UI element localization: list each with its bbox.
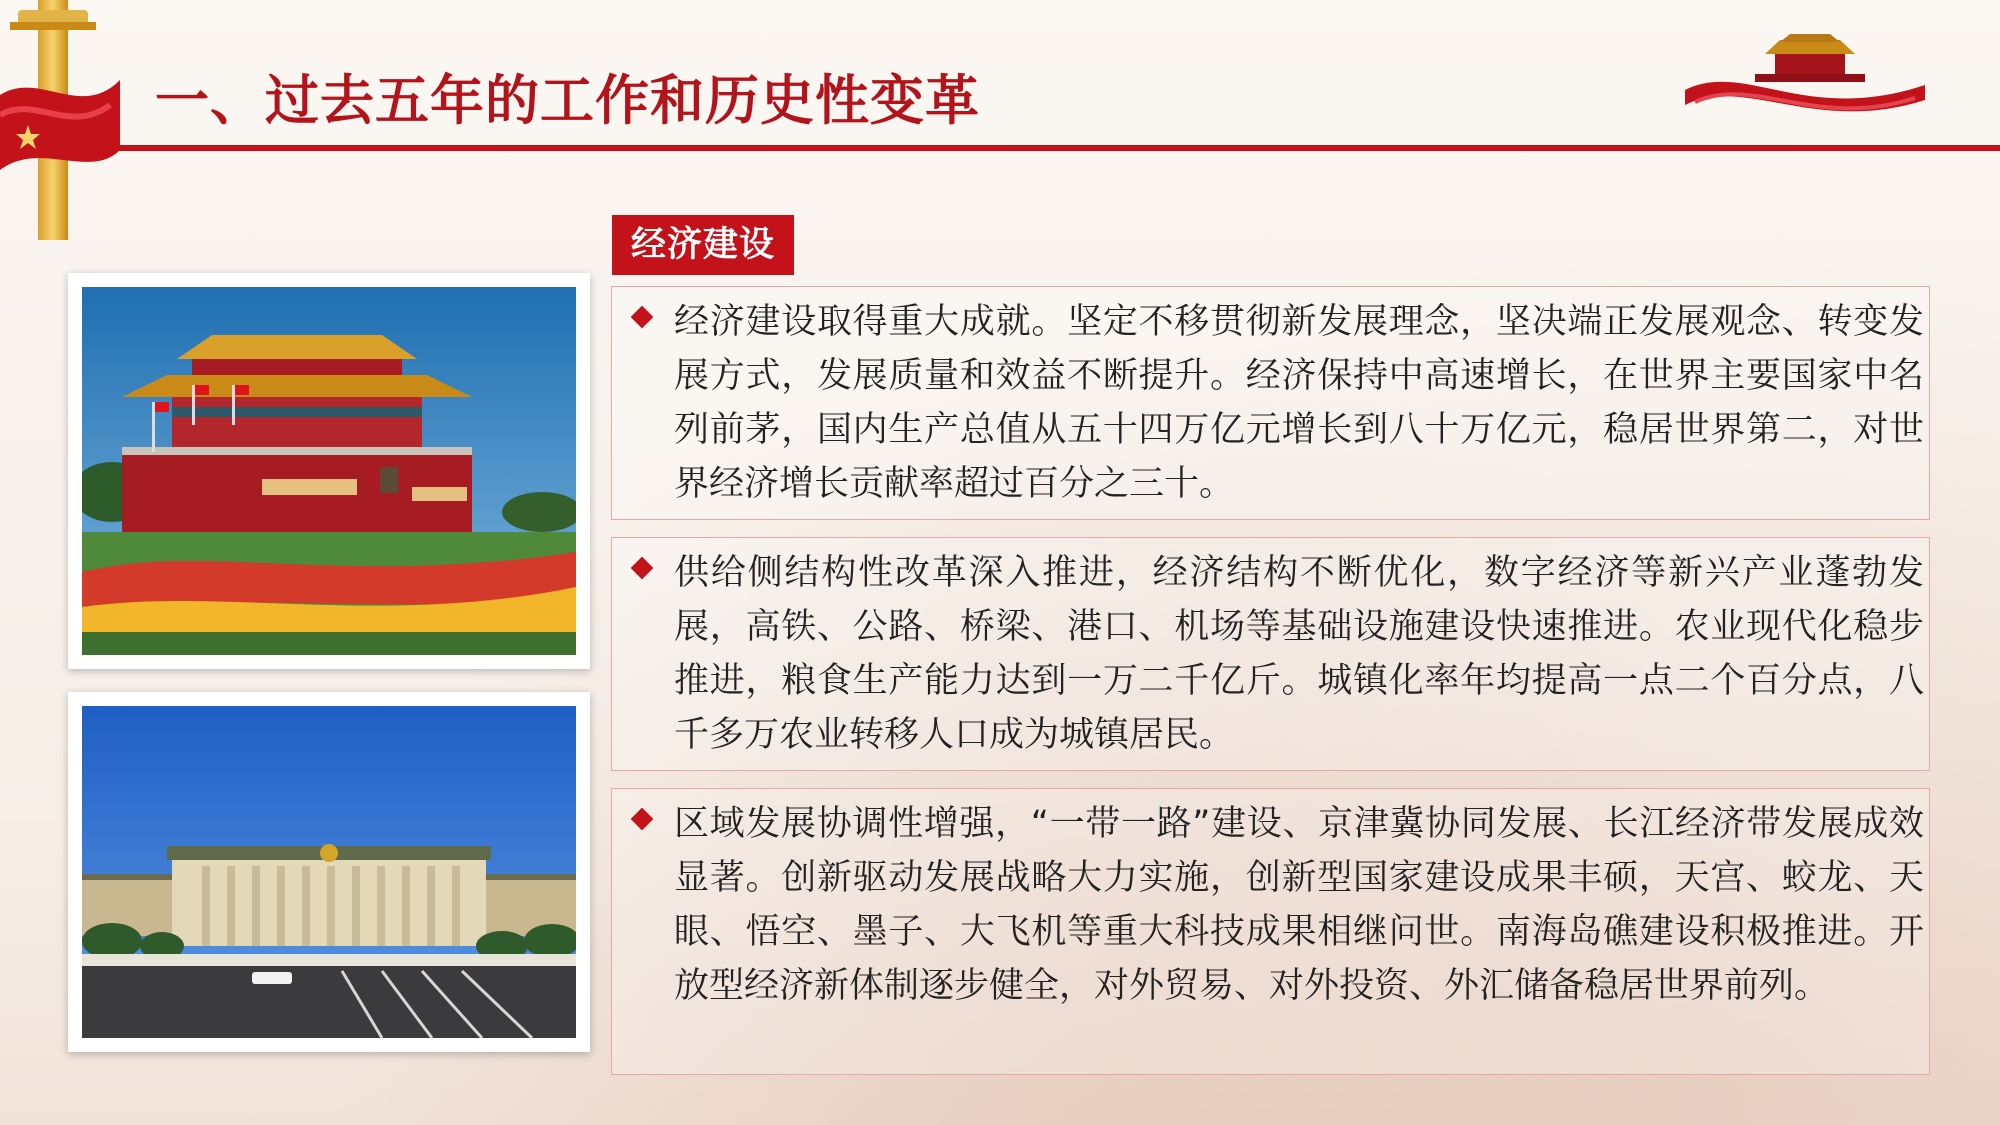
content-box-2 (611, 537, 1930, 771)
tiananmen-photo (68, 273, 590, 669)
page-title: 一、过去五年的工作和历史性变革 (155, 69, 980, 132)
content-box-1 (611, 286, 1930, 520)
section-tag: 经济建设 (612, 215, 794, 275)
paragraph-text: 经济建设取得重大成就。坚定不移贯彻新发展理念，坚决端正发展观念、转变发展方式，发展质量和效益不断提升。经济保持中高速增长，在世界主要国家中名列前茅，国内生产总值从五十四万亿元增长到八十万亿元，稳居世界第二，对世界经济增长贡献率超过百分之三十。 (674, 302, 1924, 504)
paragraph-text: 区域发展协调性增强，“一带一路”建设、京津冀协同发展、长江经济带发展成效显著。创新驱动发展战略大力实施，创新型国家建设成果丰硕，天宫、蛟龙、天眼、悟空、墨子、大飞机等重大科技成果相继问世。南海岛礁建设积极推进。开放型经济新体制逐步健全，对外贸易、对外投资、外汇储备稳居世界前列。 (674, 804, 1924, 1006)
content-box-3 (611, 788, 1930, 1075)
diamond-bullet-icon (631, 808, 654, 831)
title-underline (112, 145, 2000, 151)
paragraph-text: 供给侧结构性改革深入推进，经济结构不断优化，数字经济等新兴产业蓬勃发展，高铁、公路、桥梁、港口、机场等基础设施建设快速推进。农业现代化稳步推进，粮食生产能力达到一万二千亿斤。城镇化率年均提高一点二个百分点，八千多万农业转移人口成为城镇居民。 (674, 553, 1924, 755)
huabiao-pillar-icon (0, 0, 140, 240)
diamond-bullet-icon (631, 306, 654, 329)
great-hall-photo (68, 692, 590, 1052)
diamond-bullet-icon (631, 557, 654, 580)
tiananmen-ribbon-icon (1685, 30, 1925, 130)
